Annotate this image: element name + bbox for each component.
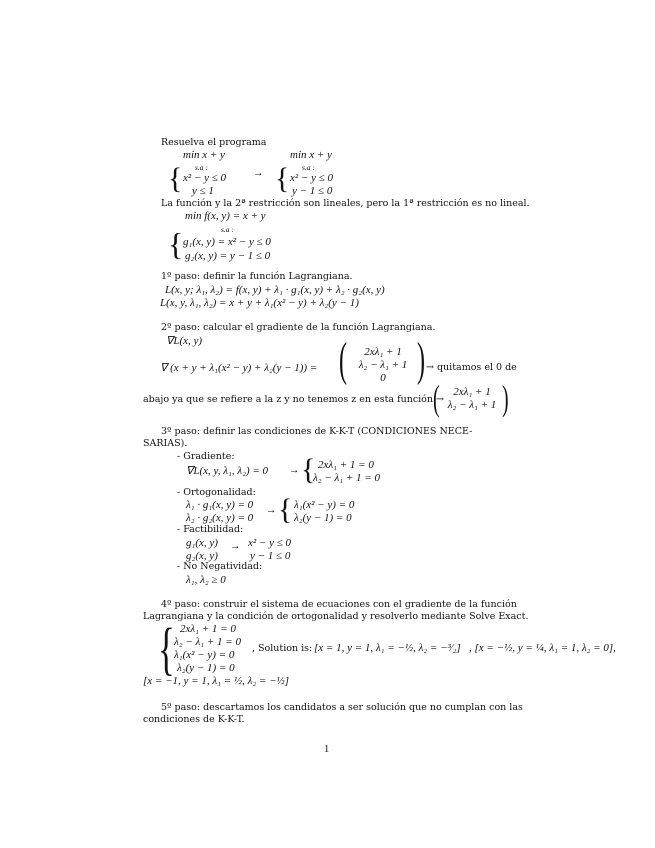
gradient-label: - Gradiente: <box>177 451 235 462</box>
step2-gradient-expression: ∇ (x + y + λ₁(x² − y) + λ₂(y − 1)) = <box>160 362 318 374</box>
gradient-system-1: 2xλ₁ + 1 = 0 <box>318 459 374 471</box>
step3-title-line-2: SARIAS). <box>143 438 188 449</box>
solution-1: [x = 1, y = 1, λ₁ = −½, λ₂ = −³⁄₂] <box>314 642 461 654</box>
vector2-row-2: λ₂ − λ₁ + 1 <box>447 399 497 411</box>
step2-after-vector: → quitamos el 0 de <box>426 362 517 373</box>
system-equation-3: λ₁(x² − y) = 0 <box>174 649 235 661</box>
program1-subject-to: s.a : <box>195 163 208 172</box>
vector2-right-paren: ) <box>502 378 509 418</box>
gradient-arrow: → <box>289 465 300 476</box>
step5-title-line-1: 5º paso: descartamos los candidatos a ser solución que no cumplan con las <box>161 702 523 713</box>
program2-brace: { <box>275 162 290 195</box>
orthogonality-right-1: λ₁(x² − y) = 0 <box>294 499 355 511</box>
step4-title-line-2: Lagrangiana y la condición de ortogonalidad y resolverlo mediante Solve Exact. <box>143 611 529 622</box>
step1-equation-2: L(x, y, λ₁, λ₂) = x + y + λ₁(x² − y) + λ₂(y − 1) <box>160 297 359 309</box>
program2-constraint-1: x² − y ≤ 0 <box>290 172 334 184</box>
general-objective: min f(x, y) = x + y <box>185 210 266 222</box>
feasibility-left-1: g₁(x, y) <box>186 537 218 549</box>
vector2-left-paren: ( <box>433 378 440 418</box>
feasibility-right-1: x² − y ≤ 0 <box>248 537 292 549</box>
system-equation-1: 2xλ₁ + 1 = 0 <box>180 623 236 635</box>
step2-line-2: abajo ya que se refiere a la z y no tenemos z en esta función → <box>143 394 444 405</box>
system-brace: { <box>158 616 175 681</box>
orthogonality-left-2: λ₂ · g₂(x, y) = 0 <box>186 512 254 524</box>
vector-row-2: λ₂ − λ₁ + 1 <box>358 359 408 371</box>
solution-2: , [x = −½, y = ¼, λ₁ = 1, λ₂ = 0], <box>469 642 616 654</box>
vector-right-paren: ) <box>417 333 425 386</box>
step5-title-line-2: condiciones de K-K-T. <box>143 714 245 725</box>
program1-brace: { <box>168 162 183 195</box>
intro-heading: Resuelva el programa <box>161 137 267 148</box>
step1-equation-1: L(x, y; λ₁, λ₂) = f(x, y) + λ₁ · g₁(x, y) + λ₂ · g₂(x, y) <box>165 284 385 296</box>
system-equation-2: λ₂ − λ₁ + 1 = 0 <box>174 636 241 648</box>
program1-objective: min x + y <box>183 149 225 161</box>
program1-constraint-1: x² − y ≤ 0 <box>183 172 227 184</box>
general-constraint-1: g₁(x, y) = x² − y ≤ 0 <box>183 236 271 248</box>
solution-label: , Solution is: <box>252 643 313 654</box>
non-negativity-condition: λ₁, λ₂ ≥ 0 <box>186 574 226 586</box>
program1-constraint-2: y ≤ 1 <box>192 185 214 197</box>
program-arrow: → <box>253 168 264 179</box>
system-equation-4: λ₂(y − 1) = 0 <box>177 662 235 674</box>
orthogonality-label: - Ortogonalidad: <box>177 487 256 498</box>
step2-title: 2º paso: calcular el gradiente de la función Lagrangiana. <box>161 322 436 333</box>
gradient-condition: ∇L(x, y, λ₁, λ₂) = 0 <box>186 465 269 477</box>
page-number: 1 <box>324 744 330 755</box>
solution-3: [x = −1, y = 1, λ₁ = ½, λ₂ = −½] <box>143 675 290 687</box>
vector-row-1: 2xλ₁ + 1 <box>364 346 402 358</box>
vector-row-3: 0 <box>380 372 386 384</box>
feasibility-label: - Factibilidad: <box>177 524 244 535</box>
feasibility-left-2: g₂(x, y) <box>186 550 218 562</box>
general-subject-to: s.a : <box>221 225 234 234</box>
step4-title-line-1: 4º paso: construir el sistema de ecuaciones con el gradiente de la función <box>161 599 517 610</box>
vector-left-paren: ( <box>339 333 347 386</box>
feasibility-right-2: y − 1 ≤ 0 <box>250 550 291 562</box>
orthogonality-right-2: λ₂(y − 1) = 0 <box>294 512 352 524</box>
program2-subject-to: s.a : <box>302 163 315 172</box>
vector2-row-1: 2xλ₁ + 1 <box>453 386 491 398</box>
intro-note: La función y la 2ª restricción son lineales, pero la 1ª restricción es no lineal. <box>161 198 530 209</box>
program2-objective: min x + y <box>290 149 332 161</box>
general-brace: { <box>168 226 184 262</box>
non-negativity-label: - No Negatividad: <box>177 561 263 572</box>
program2-constraint-2: y − 1 ≤ 0 <box>292 185 333 197</box>
orthogonality-left-1: λ₁ · g₁(x, y) = 0 <box>186 499 254 511</box>
step3-title-line-1: 3º paso: definir las condiciones de K-K-T (CONDICIONES NECE- <box>161 426 473 437</box>
step1-title: 1º paso: definir la función Lagrangiana. <box>161 271 353 282</box>
feasibility-arrow: → <box>230 541 241 552</box>
orthogonality-arrow: → <box>266 505 277 516</box>
gradient-system-2: λ₂ − λ₁ + 1 = 0 <box>313 472 380 484</box>
general-constraint-2: g₂(x, y) = y − 1 ≤ 0 <box>185 250 271 262</box>
gradient-brace: { <box>301 453 316 486</box>
orthogonality-brace: { <box>278 493 293 526</box>
step2-gradient: ∇L(x, y) <box>166 335 203 347</box>
